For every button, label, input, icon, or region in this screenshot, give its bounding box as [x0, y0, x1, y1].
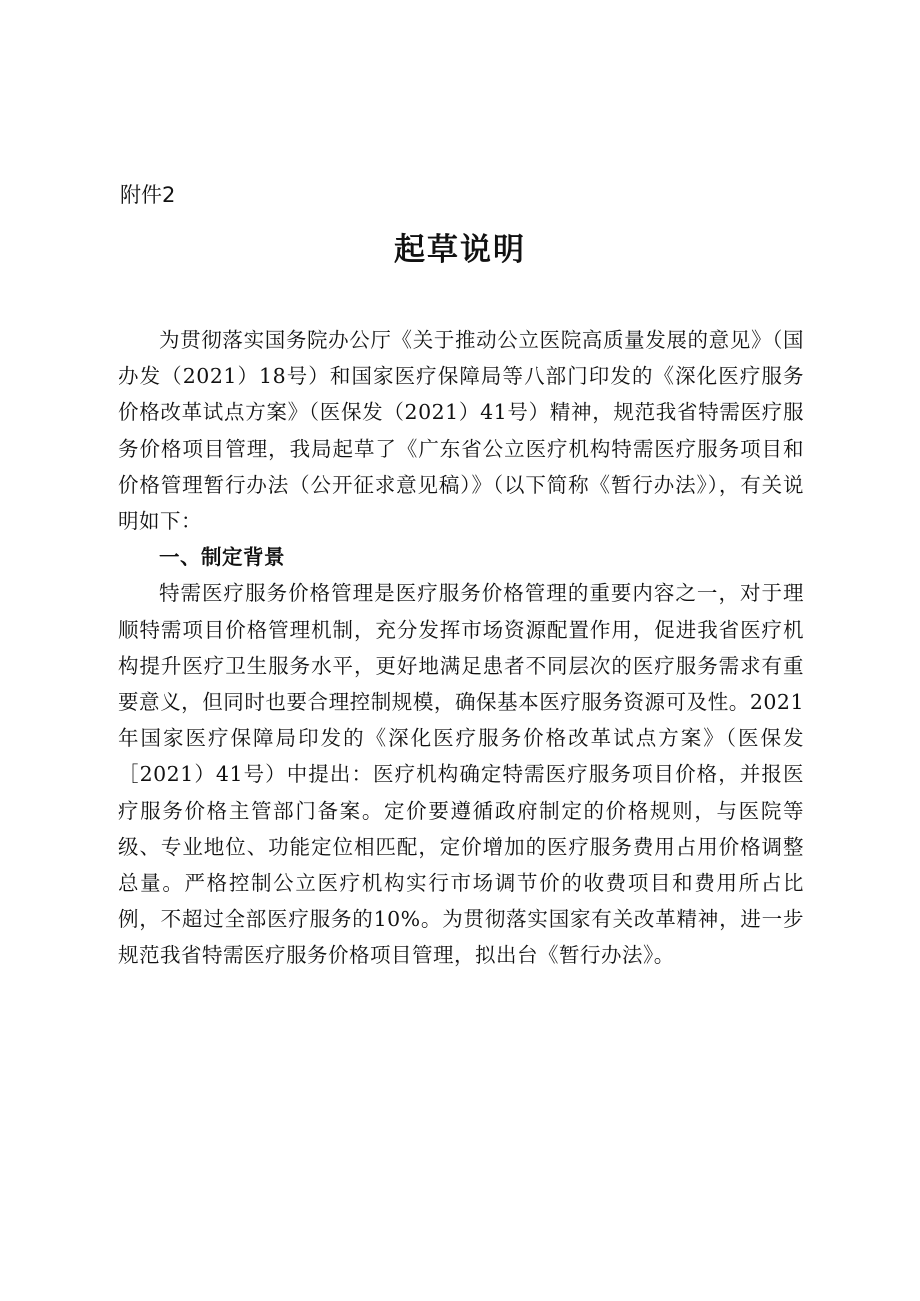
attachment-label: 附件2 — [120, 183, 176, 207]
document-body — [118, 322, 804, 974]
section-heading-background: 一、制定背景 — [159, 545, 285, 570]
intro-paragraph: 为贯彻落实国务院办公厅《关于推动公立医院高质量发展的意见》（国办发（2021）18号）和国家医疗保障局等八部门印发的《深化医疗服务价格改革试点方案》（医保发（2021）41号）精神，规范我省特需医疗服务价格项目管理，我局起草了《广东省公立医疗机构特需医疗服务项目和价格管理暂行办法（公开征求意见稿）》（以下简称《暂行办法》），有关说明如下： — [118, 328, 804, 534]
page-title: 起草说明 — [394, 232, 526, 268]
background-paragraph: 特需医疗服务价格管理是医疗服务价格管理的重要内容之一，对于理顺特需项目价格管理机制，充分发挥市场资源配置作用，促进我省医疗机构提升医疗卫生服务水平，更好地满足患者不同层次的医疗服务需求有重要意义，但同时也要合理控制规模，确保基本医疗服务资源可及性。2021年国家医疗保障局印发的《深化医疗服务价格改革试点方案》（医保发［2021）41号）中提出：医疗机构确定特需医疗服务项目价格，并报医疗服务价格主管部门备案。定价要遵循政府制定的价格规则，与医院等级、专业地位、功能定位相匹配，定价增加的医疗服务费用占用价格调整总量。严格控制公立医疗机构实行市场调节价的收费项目和费用所占比例，不超过全部医疗服务的10%。为贯彻落实国家有关改革精神，进一步规范我省特需医疗服务价格项目管理，拟出台《暂行办法》。 — [118, 581, 804, 968]
